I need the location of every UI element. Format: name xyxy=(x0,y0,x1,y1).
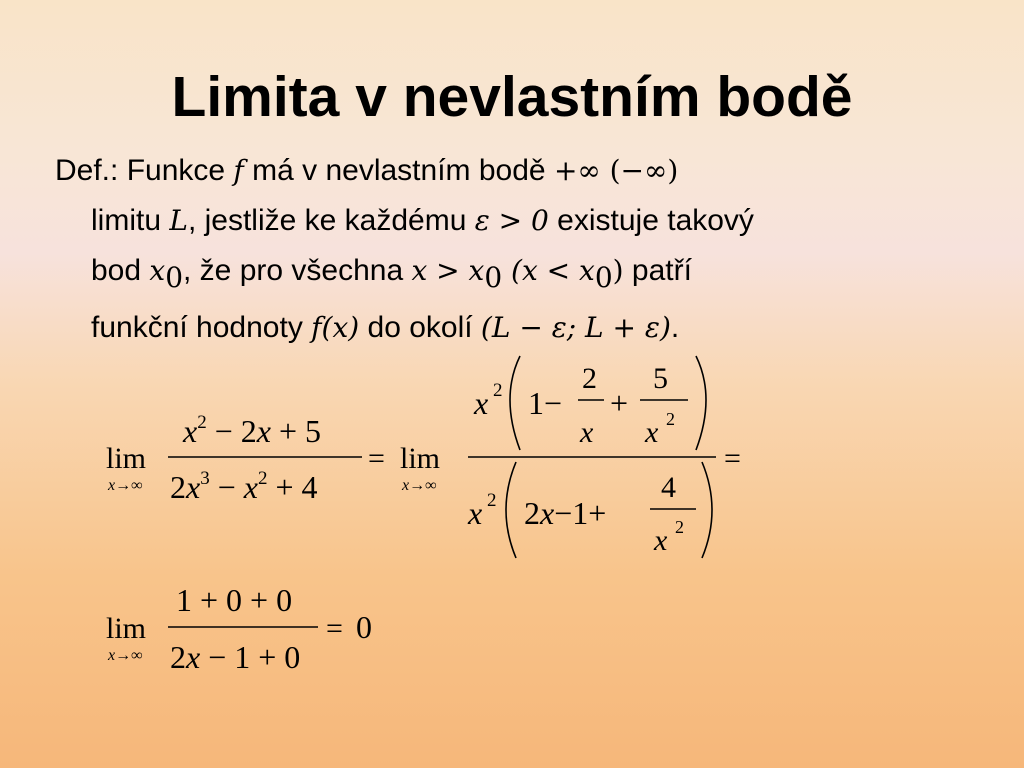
svg-text:x: x xyxy=(654,524,668,557)
svg-text:4: 4 xyxy=(661,471,676,504)
fraction-2-denominator xyxy=(467,462,712,558)
limit-expression-1 xyxy=(106,356,741,558)
definition-line-2: limitu L, jestliže ke každému ε > 0 existuje takový xyxy=(91,204,754,237)
svg-text:x: x xyxy=(580,416,594,449)
svg-text:2: 2 xyxy=(487,490,497,511)
slide-title: Limita v nevlastním bodě xyxy=(171,65,853,129)
lim-label: lim xyxy=(106,612,147,645)
definition-line-3: bod $x_0$, že pro všechna $x > x_0$ $(x < x_0)$ patří xyxy=(91,254,692,294)
lim-label: lim xyxy=(106,442,147,475)
fraction-1-numerator: $x^2 - 2x + 5$ xyxy=(183,412,321,449)
svg-text:5: 5 xyxy=(653,362,668,395)
svg-text:+: + xyxy=(610,385,629,421)
equals-sign: = xyxy=(326,612,343,645)
lim-subscript: x→∞ xyxy=(108,477,143,494)
definition-line-4: funkční hodnoty f(x) do okolí (L − ε; L + ε). xyxy=(91,311,680,344)
equals-sign: = xyxy=(368,442,385,475)
svg-text:x: x xyxy=(468,495,483,531)
fraction-2-numerator xyxy=(473,356,706,450)
fraction-3-denominator: 2x − 1 + 0 xyxy=(170,639,301,675)
limit-expression-2 xyxy=(106,582,372,675)
svg-text:x: x xyxy=(474,385,489,421)
svg-text:1−: 1− xyxy=(528,385,563,421)
fraction-1-denominator: $2x^3 - x^2 + 4$ xyxy=(170,468,318,505)
svg-text:2: 2 xyxy=(675,517,684,537)
lim-subscript: x→∞ xyxy=(402,477,437,494)
fraction-3-numerator: 1 + 0 + 0 xyxy=(176,582,293,618)
svg-text:x: x xyxy=(645,416,659,449)
right-paren xyxy=(702,462,712,558)
svg-text:2: 2 xyxy=(493,380,503,401)
left-paren xyxy=(506,462,516,558)
result-value: 0 xyxy=(356,609,372,645)
definition-line-1: Def.: Funkce f má v nevlastním bodě +∞ (−∞) xyxy=(55,154,679,187)
lim-label: lim xyxy=(400,442,441,475)
svg-text:2: 2 xyxy=(666,409,675,429)
svg-text:2: 2 xyxy=(582,362,597,395)
lim-subscript: x→∞ xyxy=(108,647,143,664)
left-paren xyxy=(510,356,520,450)
right-paren xyxy=(696,356,706,450)
equals-sign: = xyxy=(724,442,741,475)
svg-text:2x−1+: 2x−1+ xyxy=(524,495,607,531)
